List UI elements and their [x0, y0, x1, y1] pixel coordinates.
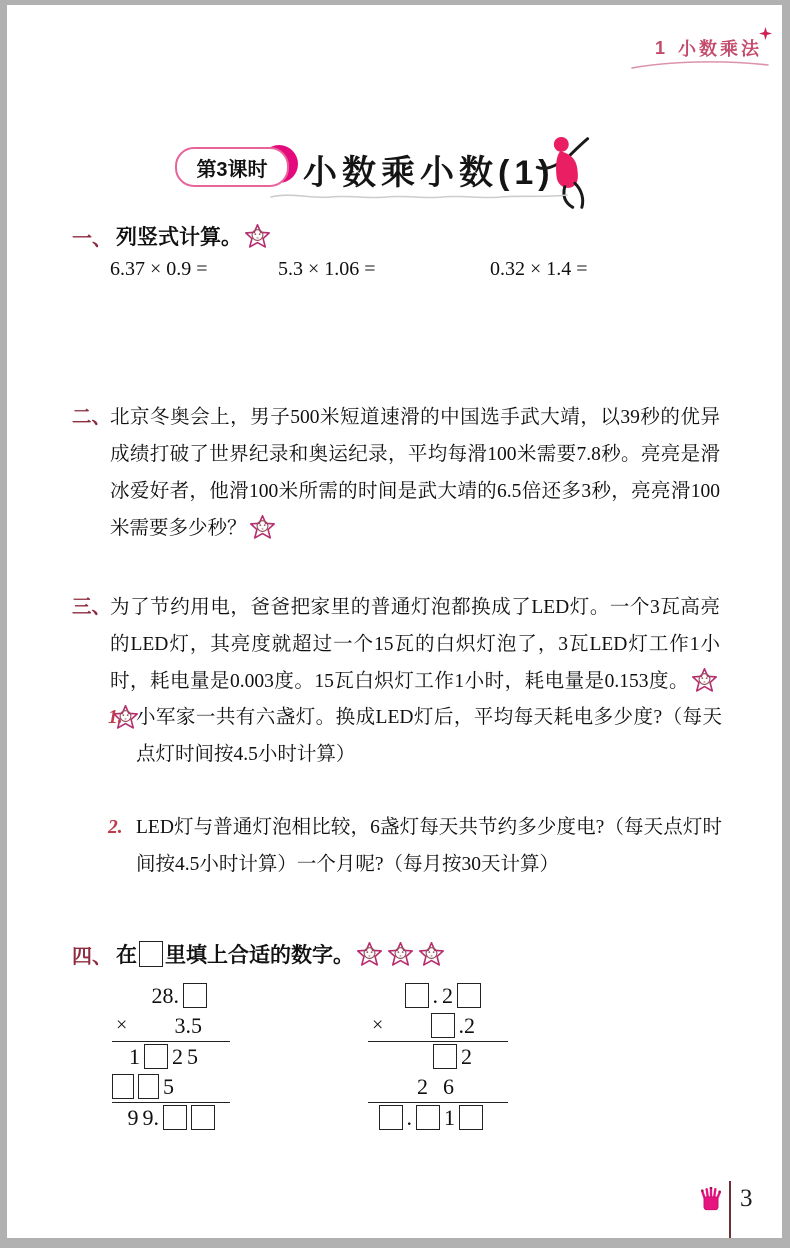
section-2	[72, 399, 720, 547]
answer-box	[139, 941, 163, 967]
page-number: 3	[740, 1185, 753, 1212]
section-1-heading-text: 列竖式计算。	[116, 226, 242, 249]
section-3-text: 为了节约用电，爸爸把家里的普通灯泡都换成了LED灯。一个3瓦高亮的LED灯，其亮度就超过一个15瓦的白炽灯泡了，3瓦LED灯工作1小时，耗电量是0.003度。15瓦白炽灯工作1小时，耗电量是0.153度。	[110, 589, 720, 737]
mult-digit: 6	[443, 1073, 454, 1099]
vertical-multiplication-left	[112, 981, 230, 1132]
mult-row	[368, 1042, 508, 1071]
answer-box	[191, 1105, 215, 1130]
section-3-question-1	[108, 699, 722, 773]
section-4-heading-prefix: 在	[116, 944, 137, 967]
question-1-label: 1.	[108, 707, 123, 728]
star-face-icon	[691, 667, 718, 694]
mult-digit: ×	[116, 1014, 128, 1036]
question-1-text: 小军家一共有六盏灯。换成LED灯后，平均每天耗电多少度?（每天点灯时间按4.5小时计算）	[136, 707, 722, 765]
mult-row	[112, 1042, 230, 1071]
mult-digit: 28.	[151, 982, 179, 1008]
section-2-label: 二、	[72, 407, 112, 428]
mult-digit: 5	[187, 1043, 198, 1069]
pink-hand-icon	[699, 1187, 723, 1213]
question-2-label: 2.	[108, 817, 123, 838]
mult-digit: 2	[442, 982, 453, 1008]
answer-box	[163, 1105, 187, 1130]
page-title: 小数乘小数(1)	[303, 154, 555, 192]
answer-box	[416, 1105, 440, 1130]
mult-digit: 5	[163, 1073, 174, 1099]
title-wavy-underline	[269, 189, 569, 203]
answer-box	[379, 1105, 403, 1130]
header-underline-swoosh	[630, 57, 770, 71]
mult-digit: ×	[372, 1014, 384, 1036]
answer-box	[138, 1074, 160, 1099]
mult-digit: 1	[444, 1104, 455, 1130]
vertical-multiplication-right	[368, 981, 508, 1132]
mult-row	[368, 1010, 508, 1042]
workbook-page	[7, 5, 782, 1238]
mult-digit: .	[432, 982, 438, 1008]
calc-problem-1: 6.37 × 0.9 =	[110, 258, 208, 280]
answer-box	[112, 1074, 134, 1099]
mult-digit: 2	[417, 1073, 428, 1099]
unit-number: 1	[654, 37, 668, 58]
section-1-heading	[72, 221, 273, 251]
star-face-icon	[244, 223, 271, 250]
sparkle-icon	[759, 27, 772, 40]
lesson-badge	[175, 147, 289, 187]
answer-box	[183, 983, 207, 1008]
section-4-heading	[72, 939, 447, 969]
section-3-question-2	[108, 809, 722, 883]
mult-row	[112, 1071, 230, 1103]
mult-digit: 9.	[142, 1104, 159, 1130]
star-face-icon	[387, 941, 414, 968]
mult-digit: .2	[458, 1012, 475, 1038]
mult-digit: 2	[461, 1043, 472, 1069]
star-face-icon	[356, 941, 383, 968]
answer-box	[405, 983, 429, 1008]
calc-problem-3: 0.32 × 1.4 =	[490, 258, 588, 280]
answer-box	[144, 1044, 168, 1069]
section-4-label: 四、	[72, 945, 112, 968]
mult-digit: .	[406, 1104, 412, 1130]
answer-box	[459, 1105, 483, 1130]
answer-box	[431, 1013, 455, 1038]
lesson-badge-label: 第3课时	[196, 158, 268, 181]
calc-problem-2: 5.3 × 1.06 =	[278, 258, 376, 280]
section-4-heading-suffix: 里填上合适的数字。	[165, 944, 354, 967]
mult-digit: 2	[172, 1043, 183, 1069]
mult-digit: 1	[129, 1043, 140, 1069]
answer-box	[457, 983, 481, 1008]
mult-row	[368, 1103, 508, 1132]
mult-digit: 3.5	[174, 1012, 202, 1038]
question-2-text: LED灯与普通灯泡相比较，6盏灯每天共节约多少度电?（每天点灯时间按4.5小时计算）一个月呢?（每月按30天计算）	[136, 817, 722, 875]
section-1-label: 一、	[72, 227, 112, 250]
star-face-icon	[418, 941, 445, 968]
answer-box	[433, 1044, 457, 1069]
star-face-icon	[249, 514, 276, 541]
mult-row	[112, 1010, 230, 1042]
mult-row	[112, 1103, 230, 1132]
unit-title: 小数乘法	[678, 39, 762, 59]
mult-digit: 9	[127, 1104, 139, 1130]
section-3-label: 三、	[72, 597, 112, 618]
section-2-text: 北京冬奥会上，男子500米短道速滑的中国选手武大靖，以39秒的优异成绩打破了世界纪录和奥运纪录，平均每滑100米需要7.8秒。亮亮是滑冰爱好者，他滑100米所需的时间是武大靖的6.5倍还多3秒，亮亮滑100米需要多少秒？	[110, 407, 720, 539]
mult-row	[112, 981, 230, 1010]
mult-row	[368, 1071, 508, 1103]
mult-row	[368, 981, 508, 1010]
footer-divider-line	[729, 1181, 731, 1238]
